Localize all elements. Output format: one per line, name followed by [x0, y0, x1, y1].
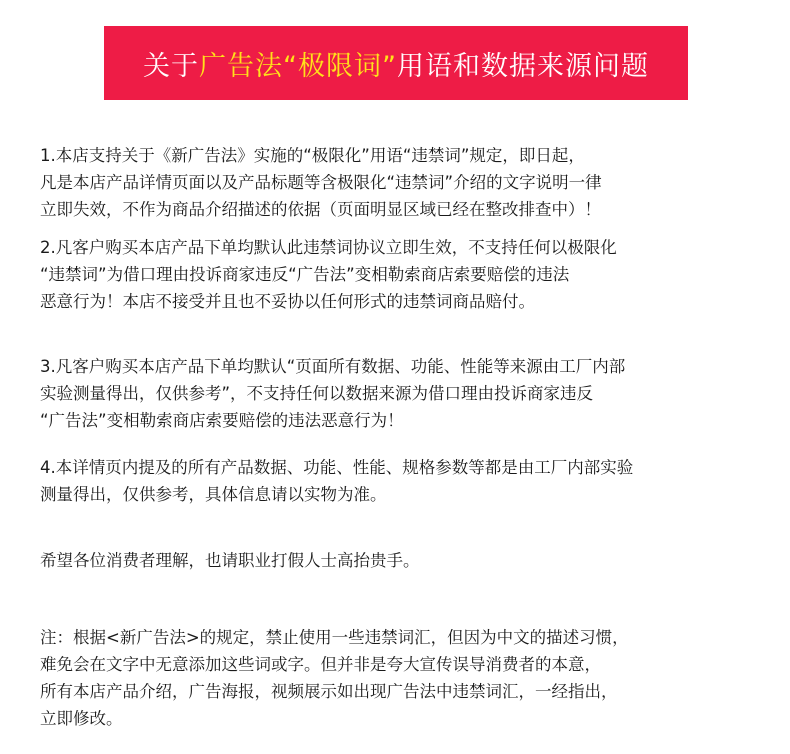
title-prefix: 关于	[143, 50, 199, 82]
paragraph-line: “广告法”变相勒索商店索要赔偿的违法恶意行为！	[40, 411, 404, 430]
title-banner	[104, 26, 688, 100]
paragraph-line: 所有本店产品介绍，广告海报，视频展示如出现广告法中违禁词汇，一经指出，	[40, 682, 618, 701]
paragraph-line: 实验测量得出，仅供参考”，不支持任何以数据来源为借口理由投诉商家违反	[40, 384, 594, 403]
paragraph-line: 测量得出，仅供参考，具体信息请以实物为准。	[40, 485, 387, 504]
paragraph-line: 2.凡客户购买本店产品下单均默认此违禁词协议立即生效，不支持任何以极限化	[40, 238, 617, 257]
notice-paragraph-4	[40, 454, 760, 508]
title-highlight: 广告法“极限词”	[199, 50, 397, 82]
paragraph-line: 凡是本店产品详情页面以及产品标题等含极限化“违禁词”介绍的文字说明一律	[40, 173, 602, 192]
paragraph-line: 希望各位消费者理解，也请职业打假人士高抬贵手。	[40, 551, 420, 570]
notice-paragraph-3	[40, 353, 760, 434]
paragraph-line: 立即失效，不作为商品介绍描述的依据（页面明显区域已经在整改排查中）！	[40, 200, 601, 219]
notice-paragraph-note	[40, 624, 760, 732]
notice-paragraph-2	[40, 234, 760, 315]
paragraph-line: 4.本详情页内提及的所有产品数据、功能、性能、规格参数等都是由工厂内部实验	[40, 458, 634, 477]
title-suffix: 用语和数据来源问题	[396, 50, 649, 82]
notice-paragraph-5	[40, 547, 760, 574]
paragraph-line: 3.凡客户购买本店产品下单均默认“页面所有数据、功能、性能等来源由工厂内部	[40, 357, 626, 376]
paragraph-line: “违禁词”为借口理由投诉商家违反“广告法”变相勒索商店索要赔偿的违法	[40, 265, 570, 284]
paragraph-line: 立即修改。	[40, 709, 123, 728]
paragraph-line: 注：根据<新广告法>的规定，禁止使用一些违禁词汇，但因为中文的描述习惯，	[40, 628, 629, 647]
paragraph-line: 1.本店支持关于《新广告法》实施的“极限化”用语“违禁词”规定，即日起，	[40, 146, 585, 165]
notice-paragraph-1	[40, 142, 760, 223]
paragraph-line: 恶意行为！本店不接受并且也不妥协以任何形式的违禁词商品赔付。	[40, 292, 535, 311]
paragraph-line: 难免会在文字中无意添加这些词或字。但并非是夸大宣传误导消费者的本意，	[40, 655, 601, 674]
